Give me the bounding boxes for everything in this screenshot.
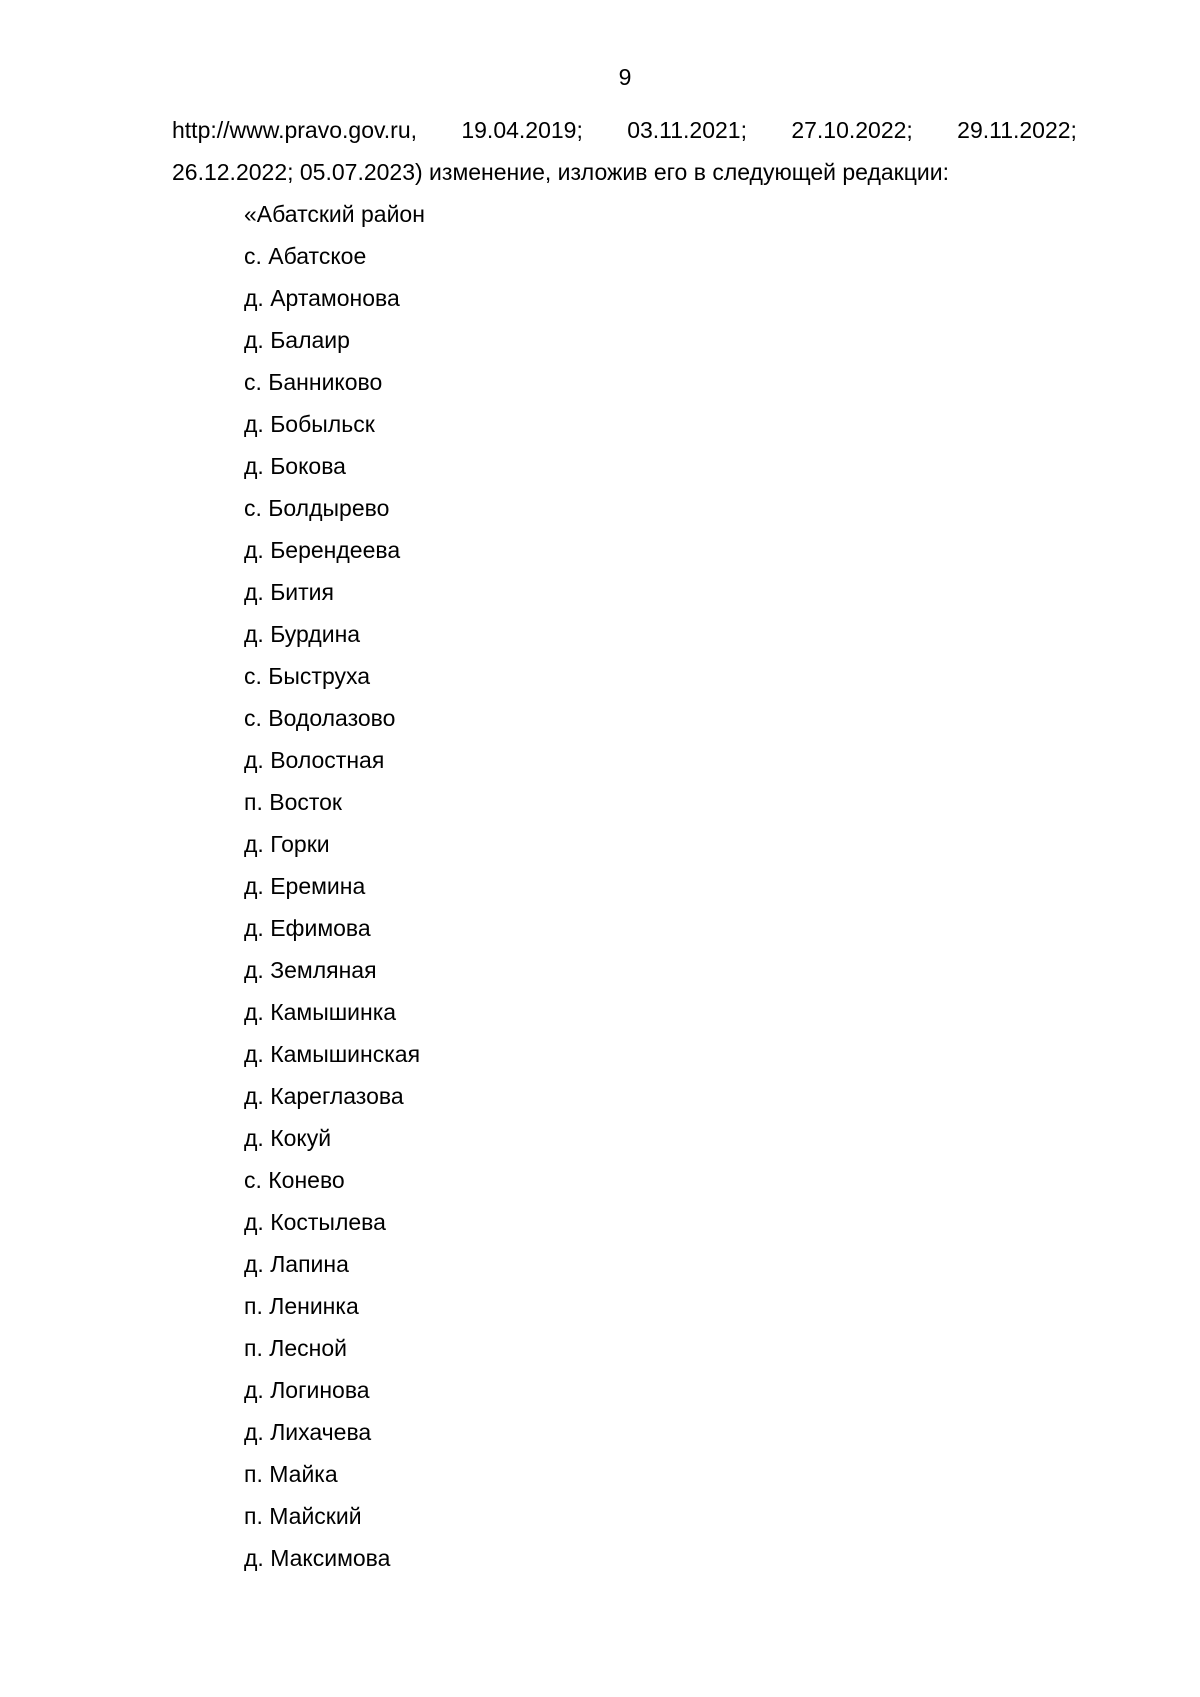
list-item: с. Абатское: [244, 243, 367, 269]
list-item: д. Бобыльск: [244, 411, 375, 437]
intro-line-1: [172, 117, 1077, 159]
list-item: с. Банниково: [244, 369, 383, 395]
list-item: с. Быструха: [244, 663, 371, 689]
list-item: д. Лихачева: [244, 1419, 372, 1445]
list-item: «Абатский район: [244, 201, 425, 227]
list-item: д. Земляная: [244, 957, 377, 983]
settlement-list: [244, 201, 425, 1587]
list-item: с. Водолазово: [244, 705, 396, 731]
list-item: д. Горки: [244, 831, 330, 857]
list-item: с. Конево: [244, 1167, 345, 1193]
source-url: http://www.pravo.gov.ru,: [172, 117, 418, 143]
list-item: д. Костылева: [244, 1209, 386, 1235]
list-item: п. Лесной: [244, 1335, 347, 1361]
list-item: д. Берендеева: [244, 537, 401, 563]
list-item: д. Камышинка: [244, 999, 397, 1025]
list-item: с. Болдырево: [244, 495, 390, 521]
list-item: д. Ефимова: [244, 915, 371, 941]
list-item: д. Волостная: [244, 747, 385, 773]
list-item: д. Максимова: [244, 1545, 391, 1571]
date-entry: 19.04.2019;: [461, 117, 583, 143]
list-item: д. Лапина: [244, 1251, 349, 1277]
date-entry: 29.11.2022;: [957, 117, 1077, 143]
list-item: п. Ленинка: [244, 1293, 359, 1319]
list-item: д. Кареглазова: [244, 1083, 404, 1109]
list-item: д. Кокуй: [244, 1125, 332, 1151]
list-item: д. Бокова: [244, 453, 346, 479]
intro-paragraph: [172, 117, 1077, 201]
list-item: п. Восток: [244, 789, 342, 815]
list-item: д. Логинова: [244, 1377, 370, 1403]
list-item: д. Бурдина: [244, 621, 361, 647]
list-item: д. Камышинская: [244, 1041, 421, 1067]
date-entry: 03.11.2021;: [627, 117, 747, 143]
intro-line-2: 26.12.2022; 05.07.2023) изменение, изложив его в следующей редакции:: [172, 159, 950, 185]
page-number: 9: [618, 64, 632, 90]
list-item: д. Балаир: [244, 327, 350, 353]
date-entry: 27.10.2022;: [791, 117, 913, 143]
list-item: д. Бития: [244, 579, 334, 605]
list-item: п. Майский: [244, 1503, 362, 1529]
list-item: д. Еремина: [244, 873, 366, 899]
list-item: д. Артамонова: [244, 285, 400, 311]
list-item: п. Майка: [244, 1461, 338, 1487]
